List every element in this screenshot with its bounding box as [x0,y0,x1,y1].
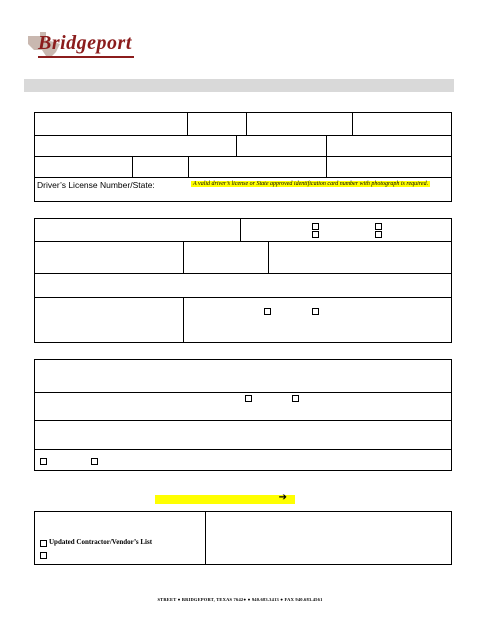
field-1-1[interactable] [35,113,188,135]
additional-info-box [34,359,452,471]
checkbox-c4-b[interactable] [91,458,98,465]
row-2 [35,135,451,156]
office-use-box [34,511,452,565]
checkbox-b4-b[interactable] [312,308,319,315]
section-banner [24,79,454,92]
checkbox-c2-a[interactable] [245,395,252,402]
checkbox-b1-a[interactable] [312,223,319,230]
logo-text: Bridgeport [38,32,132,54]
row-c3 [35,420,451,449]
office-use-highlight [155,492,295,504]
checkbox-b1-d[interactable] [375,231,382,238]
field-b1-1[interactable] [35,219,241,241]
row-4 [35,177,451,201]
row-c4 [35,449,451,470]
license-label: Driver’s License Number/State: [37,180,155,190]
vendor-list-checkbox[interactable] [40,540,47,547]
field-2-2[interactable] [237,136,327,156]
field-b4-1[interactable] [35,298,184,342]
field-3-3[interactable] [189,157,327,177]
other-checkbox[interactable] [40,552,47,559]
row-b1 [35,219,451,241]
field-b2-1[interactable] [35,242,184,273]
logo [24,30,136,62]
field-c1[interactable] [35,360,451,392]
checkbox-c2-b[interactable] [292,395,299,402]
row-b2 [35,241,451,273]
personal-info-box [34,112,452,202]
row-b4 [35,297,451,342]
logo-underline [38,56,134,58]
footer-address: STREET ● BRIDGEPORT, TEXAS 7642● ● 940.683.3413 ● FAX 940.683.4561 [157,597,323,602]
row-1 [35,113,451,135]
field-1-3[interactable] [247,113,353,135]
checkbox-b1-c[interactable] [312,231,319,238]
arrow-right-icon: ➔ [278,492,287,503]
checkbox-b1-b[interactable] [375,223,382,230]
checkbox-b4-a[interactable] [264,308,271,315]
checkbox-c4-a[interactable] [40,458,47,465]
field-3-1[interactable] [35,157,133,177]
field-b2-2[interactable] [184,242,269,273]
business-info-box [34,218,452,343]
field-b3-1[interactable] [35,274,451,297]
field-1-2[interactable] [188,113,247,135]
field-3-2[interactable] [133,157,189,177]
field-c3[interactable] [35,421,451,449]
row-c2 [35,392,451,420]
row-b3 [35,273,451,297]
license-input[interactable] [153,178,189,200]
license-notice: A valid driver’s license or State approved identification card number with photograph is required. [193,181,429,187]
row-3 [35,156,451,177]
field-2-1[interactable] [35,136,237,156]
row-c1 [35,360,451,392]
vendor-list-label: Updated Contractor/Vendor’s List [49,538,153,546]
